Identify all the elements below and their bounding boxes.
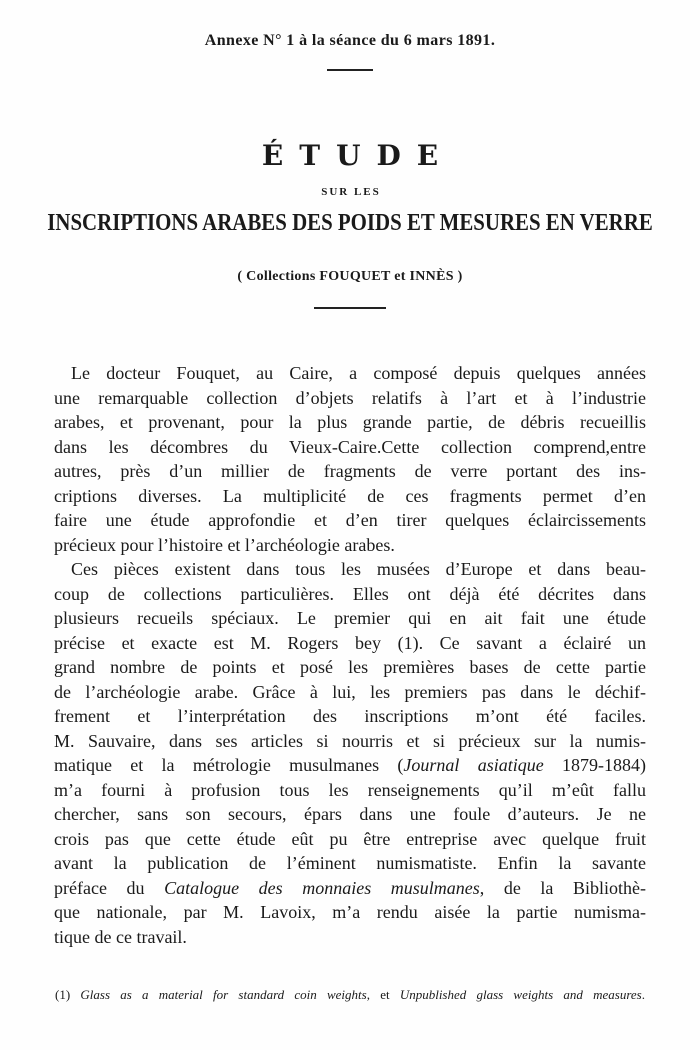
italic-text: Catalogue des monnaies musulmanes [164,877,480,898]
text-line [54,802,646,827]
text-line [54,533,646,558]
text-line [54,876,646,901]
roman-text: avant la publication de l’éminent numismatiste. Enfin la savante [54,853,646,873]
sur-les-subtitle: SUR LES [321,186,381,198]
italic-text: Journal asiatique [403,755,544,775]
title-rule [314,307,386,309]
text-line [54,925,646,950]
text-line [54,704,646,729]
roman-text: grand nombre de points et posé les premières bases de cette partie [54,657,646,677]
roman-text: Le docteur Fouquet, au Caire, a composé depuis quelques années [71,363,646,383]
text-line [54,900,646,925]
text-line [54,459,646,484]
paragraph [54,557,646,949]
roman-text: (1) [55,987,81,1002]
roman-text: tique de ce travail. [54,926,187,947]
roman-text: une remarquable collection d’objets relatifs à l’art et à l’industrie [54,387,646,408]
text-line [54,778,646,803]
text-line [54,410,646,435]
roman-text: autres, près d’un millier de fragments de verre portant des ins- [54,461,646,481]
roman-text: dans les décombres du Vieux-Caire.Cette collection comprend,entre [54,436,646,457]
text-line [54,851,646,876]
footnote [55,987,645,1003]
roman-text: précise et exacte est M. Rogers bey (1). Ce savant a éclairé un [54,632,646,653]
roman-text: criptions diverses. La multiplicité de ces fragments permet d’en [54,485,646,506]
roman-text: chercher, sans son secours, épars dans une foule d’auteurs. Je ne [54,804,646,824]
text-line [54,361,646,386]
text-line [54,655,646,680]
italic-text: Unpublished glass weights and measures [399,987,642,1002]
roman-text: plusieurs recueils spéciaux. Le premier qui en ait fait une étude [54,608,646,628]
roman-text: 1879-1884) [543,755,646,775]
text-line [54,606,646,631]
header-rule [327,69,373,71]
text-line [54,631,646,656]
roman-text: préface du [54,877,165,898]
roman-text: . [641,987,645,1002]
roman-text: que nationale, par M. Lavoix, m’a rendu aisée la partie numisma- [54,902,646,922]
roman-text: matique et la métrologie musulmanes ( [54,755,404,775]
annex-header: Annexe N° 1 à la séance du 6 mars 1891. [204,32,496,49]
body-text [54,361,646,949]
roman-text: de l’archéologie arabe. Grâce à lui, les premiers pas dans le déchif- [54,681,646,702]
roman-text: crois pas que cette étude eût pu être entreprise avec quelque fruit [54,828,646,849]
text-line [54,484,646,509]
text-line [54,680,646,705]
text-line [54,557,646,582]
roman-text: M. Sauvaire, dans ses articles si nourris et si précieux sur la numis- [54,730,646,751]
collections-line: ( Collections FOUQUET et INNÈS ) [237,269,463,284]
text-line [54,827,646,852]
text-line [54,508,646,533]
text-line [54,729,646,754]
text-line [54,435,646,460]
roman-text: Ces pièces existent dans tous les musées d’Europe et dans beau- [71,559,646,579]
roman-text: m’a fourni à profusion tous les renseignements qu’il m’eût fallu [54,779,646,800]
paragraph [54,361,646,557]
roman-text: arabes, et provenant, pour la plus grande partie, de débris recueillis [54,412,646,432]
text-line [54,386,646,411]
roman-text: coup de collections particulières. Elles ont déjà été décrites dans [54,583,646,604]
roman-text: frement et l’interprétation des inscriptions m’ont été faciles. [54,706,646,726]
italic-text: Glass as a material for standard coin weights [80,987,367,1002]
text-line [54,582,646,607]
study-title: ÉTUDE [261,139,455,172]
roman-text: , et [366,987,400,1002]
text-line [54,753,646,778]
main-title: INSCRIPTIONS ARABES DES POIDS ET MESURES EN VERRE [47,210,653,236]
roman-text: faire une étude approfondie et d’en tirer quelques éclaircissements [54,510,646,530]
roman-text: précieux pour l’histoire et l’archéologie arabes. [54,534,395,555]
roman-text: , de la Bibliothè- [479,877,646,898]
